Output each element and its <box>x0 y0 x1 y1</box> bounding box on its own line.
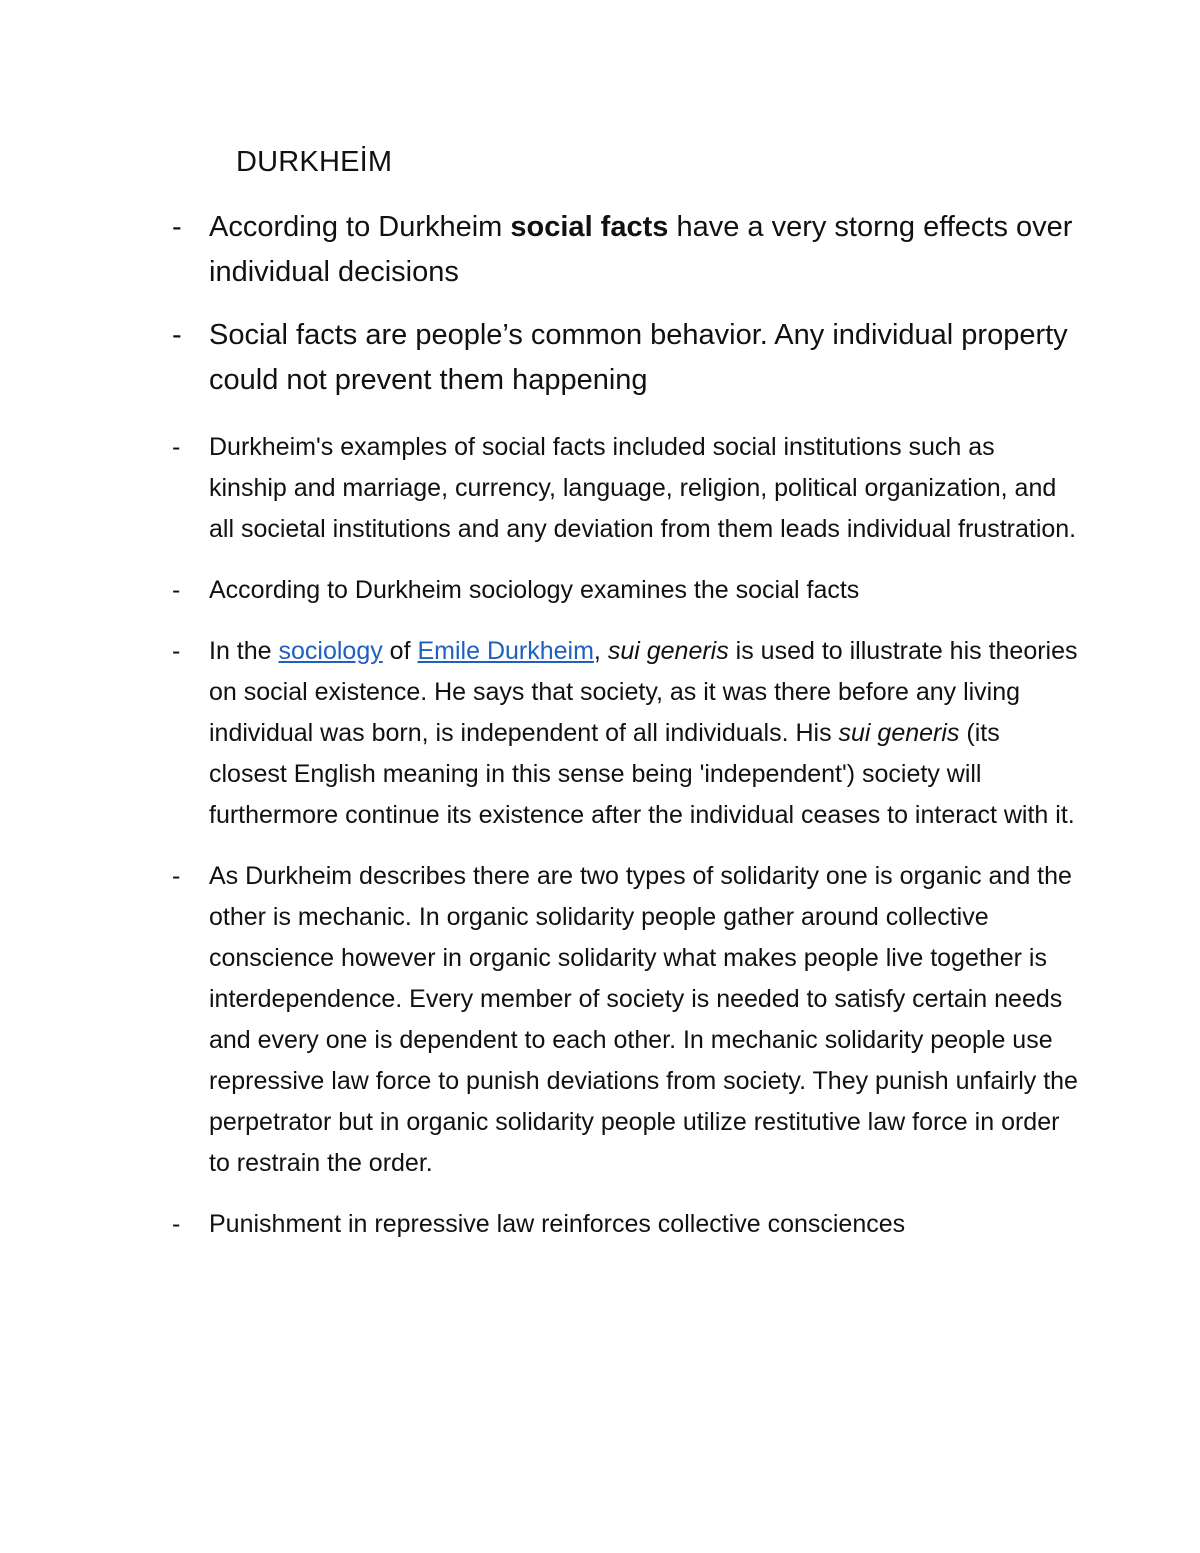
list-item <box>0 856 1079 1184</box>
bullet-text: Punishment in repressive law reinforces collective consciences <box>209 1210 906 1238</box>
bullet-dash: - <box>172 433 181 461</box>
emile-durkheim-link[interactable]: Emile Durkheim <box>417 637 594 665</box>
bold-term: social facts <box>510 211 669 243</box>
list-item <box>0 205 1079 295</box>
bullet-dash: - <box>172 637 181 665</box>
sociology-link[interactable]: sociology <box>278 637 383 665</box>
bullet-dash: - <box>172 211 182 243</box>
text-segment: (its closest English meaning in this sense being 'independent') society will furthermore continue its existence after the individual ceases to interact with it. <box>209 719 1075 829</box>
italic-term: sui generis <box>838 719 960 747</box>
list-item <box>0 313 1079 403</box>
bullet-dash: - <box>172 319 182 351</box>
text-segment: In the <box>209 637 279 665</box>
bullet-text: As Durkheim describes there are two types of solidarity one is organic and the other is mechanic. In organic solidarity people gather around collective conscience however in organic solidarity what makes people live together is interdependence. Every member of society is needed to satisfy certain needs and every one is dependent to each other. In mechanic solidarity people use repressive law force to punish deviations from society. They punish unfairly the perpetrator but in organic solidarity people utilize restitutive law force in order to restrain the order. <box>209 862 1078 1177</box>
bullet-text: According to Durkheim sociology examines the social facts <box>209 576 860 604</box>
list-item <box>0 570 1079 611</box>
document-title: DURKHEİM <box>236 146 393 178</box>
bullet-text: Social facts are people’s common behavior. Any individual property could not prevent them happening <box>209 319 1068 396</box>
bullet-list <box>0 205 1200 1265</box>
list-item <box>0 631 1079 836</box>
bullet-dash: - <box>172 1210 181 1238</box>
list-item <box>0 427 1079 550</box>
bullet-text: Durkheim's examples of social facts included social institutions such as kinship and marriage, currency, language, religion, political organization, and all societal institutions and any deviation from them leads individual frustration. <box>209 433 1077 543</box>
text-segment: According to Durkheim <box>209 211 511 243</box>
text-segment: is used to illustrate his theories on social existence. He says that society, as it was there before any living individual was born, is independent of all individuals. His <box>209 637 1078 747</box>
text-segment: of <box>382 637 418 665</box>
bullet-dash: - <box>172 576 181 604</box>
bullet-text <box>209 637 1078 829</box>
list-item <box>0 1204 1079 1245</box>
italic-term: sui generis <box>607 637 729 665</box>
bullet-dash: - <box>172 862 181 890</box>
text-segment: , <box>593 637 608 665</box>
bullet-text <box>209 211 1072 288</box>
text-segment: have a very storng effects over individual decisions <box>209 211 1073 288</box>
